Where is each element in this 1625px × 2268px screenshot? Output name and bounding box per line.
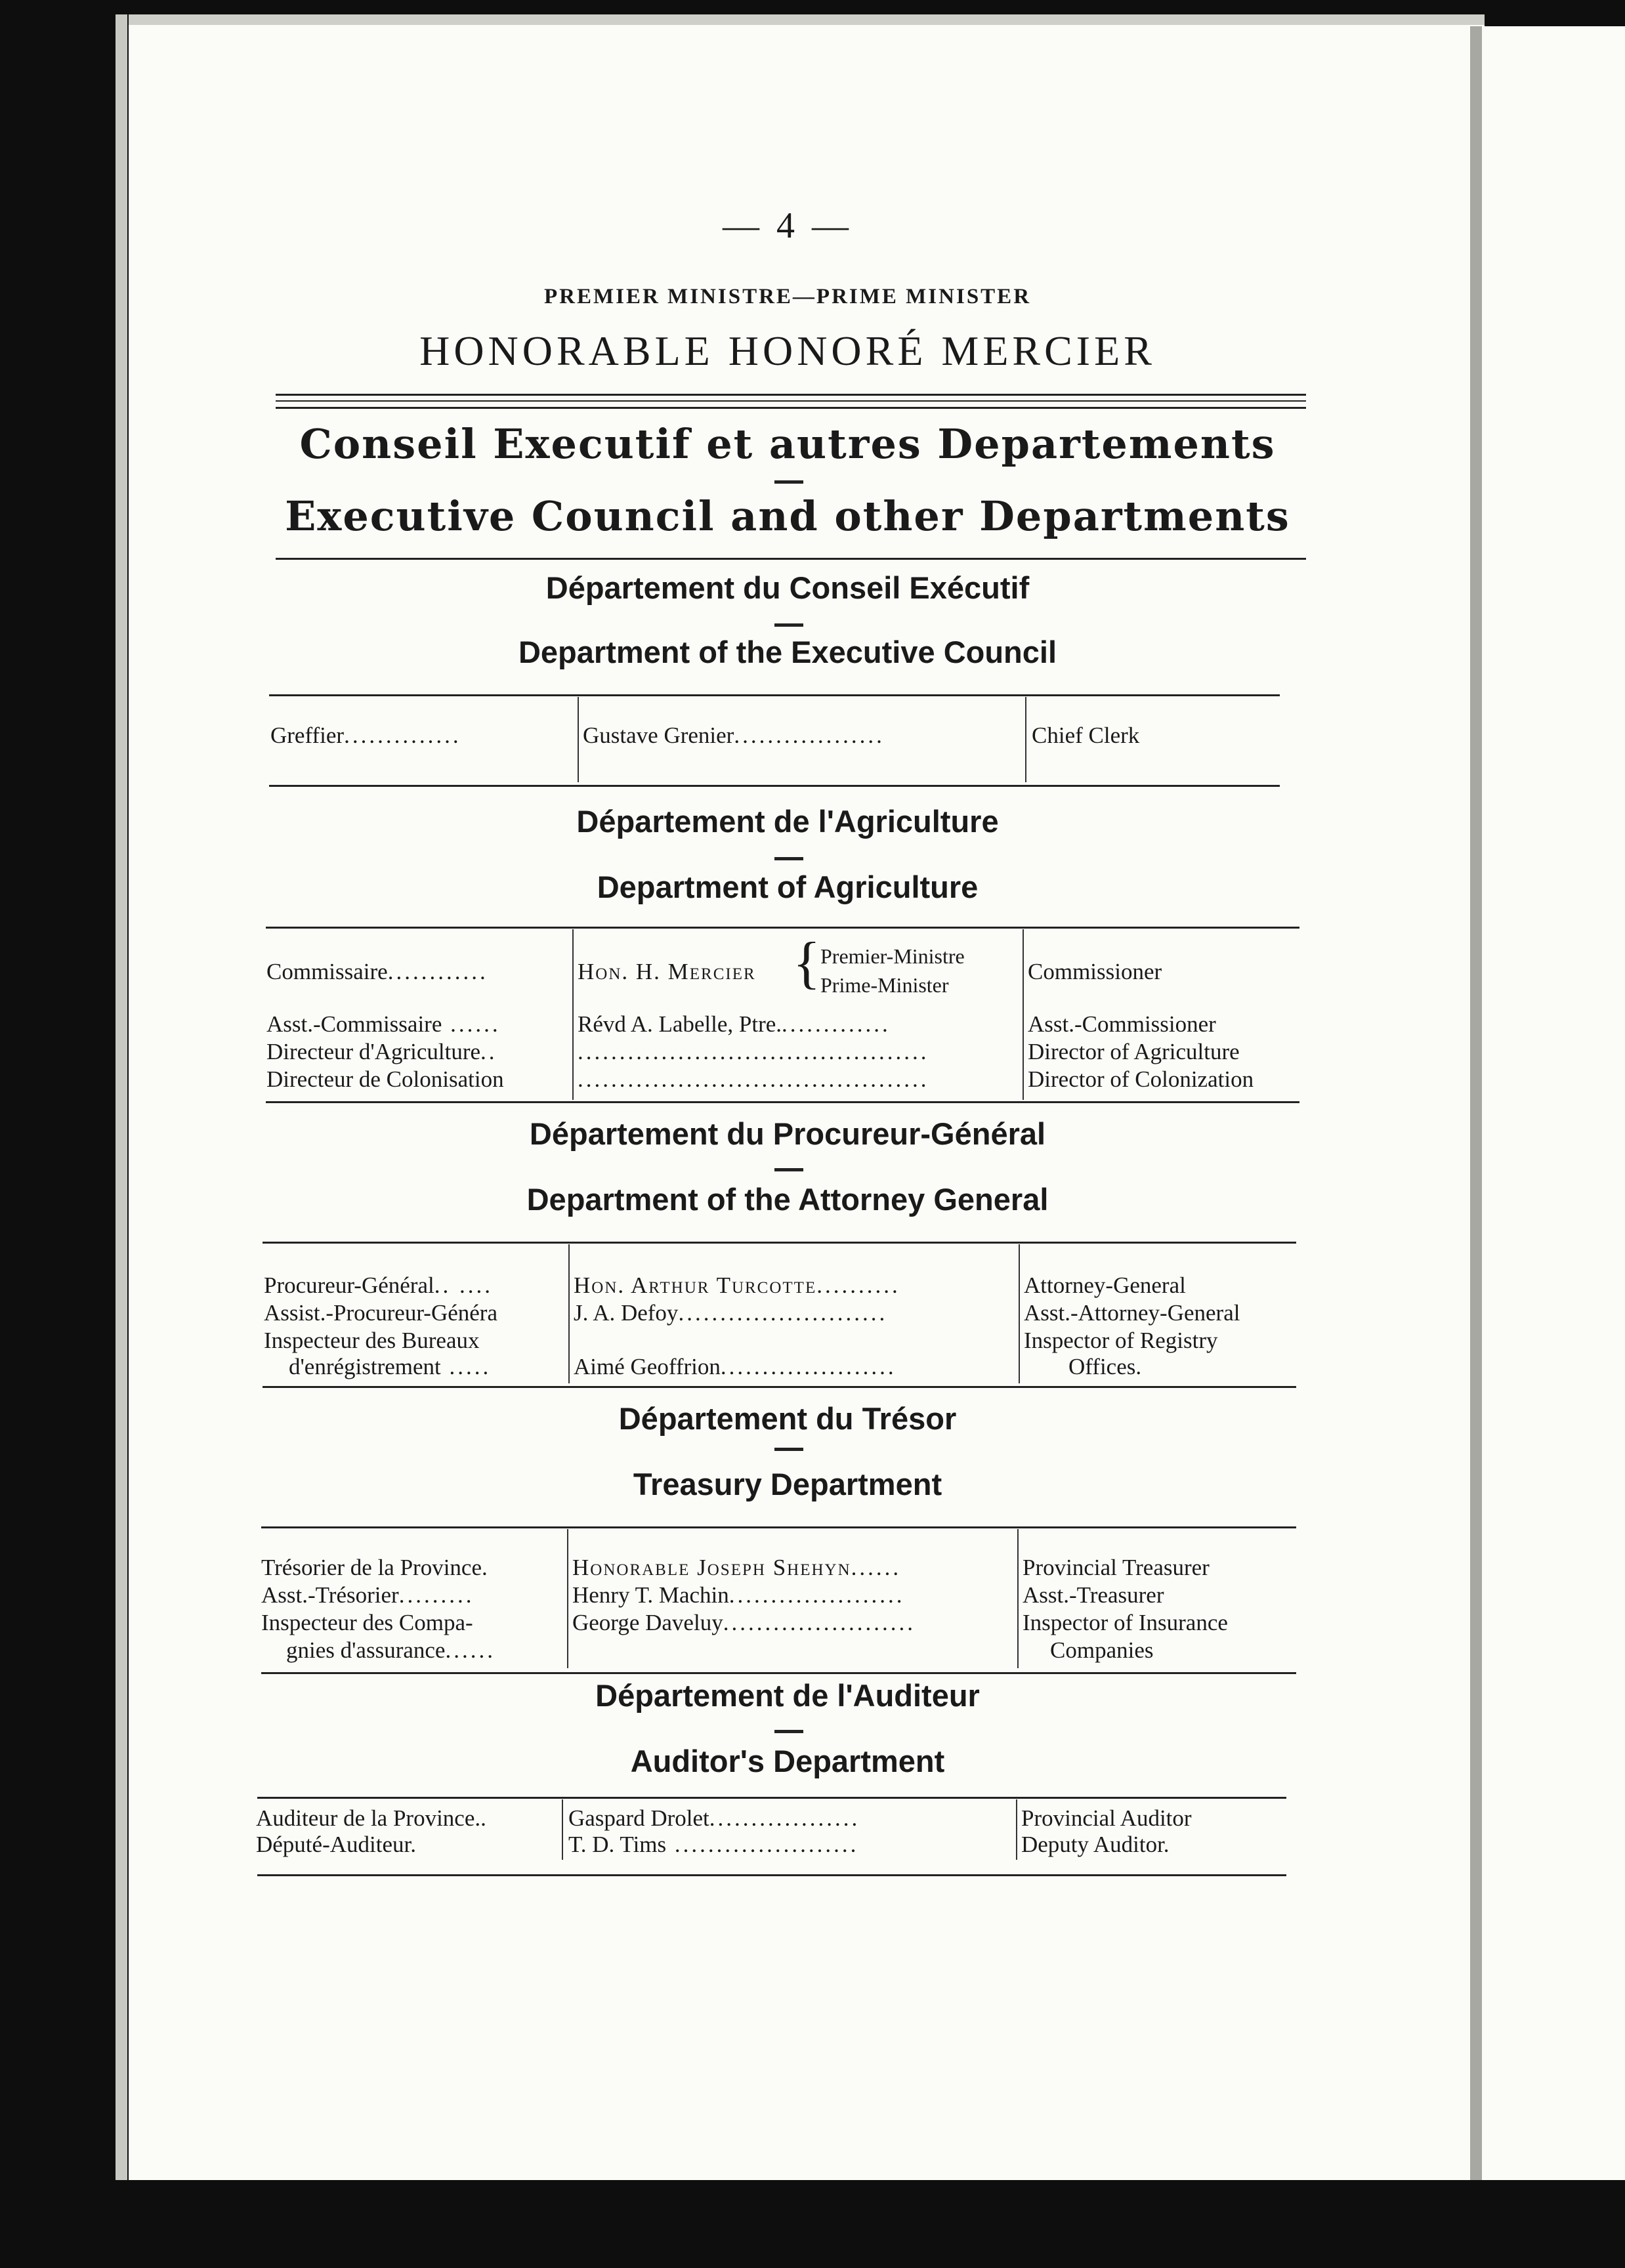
column-divider	[1023, 929, 1024, 1100]
dept-heading-french: Département du Procureur-Général	[529, 1116, 1046, 1151]
role-english: Asst.-Treasurer	[1023, 1582, 1164, 1608]
role-french: Auditeur de la Province..	[256, 1805, 486, 1831]
role-french: Asst.-Commissaire ......	[266, 1011, 501, 1037]
table-rule-top	[263, 1242, 1296, 1244]
role-english: Asst.-Commissioner	[1028, 1011, 1216, 1037]
dept-dash	[774, 857, 803, 860]
table-rule-top	[266, 927, 1299, 929]
dept-heading-french: Département du Trésor	[618, 1401, 957, 1436]
officer-name: Henry T. Machin.....................	[572, 1582, 905, 1608]
header-rule-mid	[276, 400, 1306, 402]
column-divider	[1017, 1529, 1019, 1668]
table-rule-bottom	[261, 1672, 1296, 1674]
header-rule-bottom	[276, 407, 1306, 409]
role-french: Inspecteur des Bureaux	[264, 1328, 480, 1353]
prime-minister-label: PREMIER MINISTRE—PRIME MINISTER	[543, 285, 1032, 308]
officer-name: Hon. Arthur Turcotte..........	[574, 1272, 900, 1298]
role-english: Companies	[1050, 1637, 1154, 1663]
dept-heading-english: Department of the Executive Council	[518, 635, 1057, 669]
table-rule-top	[261, 1526, 1296, 1528]
officer-name: Gaspard Drolet..................	[568, 1805, 860, 1831]
dept-heading-french: Département du Conseil Exécutif	[545, 570, 1030, 605]
title-french: Conseil Executif et autres Departements	[299, 420, 1276, 468]
dept-dash	[774, 1168, 803, 1171]
officer-name: Honorable Joseph Shehyn......	[572, 1555, 902, 1580]
dept-dash	[774, 1730, 803, 1733]
role-french: Directeur de Colonisation	[266, 1066, 504, 1092]
title-english: Executive Council and other Departments	[285, 492, 1290, 540]
column-divider	[1019, 1244, 1020, 1383]
prime-minister-name: HONORABLE HONORÉ MERCIER	[419, 327, 1156, 374]
dept-heading-english: Department of Agriculture	[597, 870, 979, 904]
header-rule-top	[276, 394, 1306, 396]
table-rule-top	[269, 694, 1280, 696]
table-rule-bottom	[269, 785, 1280, 787]
column-divider	[568, 1244, 570, 1383]
role-french: Asst.-Trésorier.........	[261, 1582, 475, 1608]
role-french: Assist.-Procureur-Généra	[264, 1300, 497, 1326]
role-french: d'enrégistrement .....	[289, 1354, 492, 1379]
role-french: Directeur d'Agriculture..	[266, 1039, 497, 1064]
column-divider	[1016, 1799, 1017, 1860]
officer-name: ..........................................	[578, 1039, 929, 1064]
dept-heading-french: Département de l'Auditeur	[595, 1678, 980, 1713]
officer-name: J. A. Defoy.........................	[574, 1300, 888, 1326]
role-english: Asst.-Attorney-General	[1024, 1300, 1240, 1326]
column-divider	[567, 1529, 568, 1668]
dept-heading-french: Département de l'Agriculture	[576, 804, 999, 839]
role-french: gnies d'assurance......	[286, 1637, 496, 1663]
officer-name: George Daveluy.......................	[572, 1610, 916, 1635]
title-dash	[774, 480, 803, 484]
role-english: Director of Agriculture	[1028, 1039, 1240, 1064]
role-french: Trésorier de la Province.	[261, 1555, 488, 1580]
role-french: Procureur-Général.. ....	[264, 1272, 493, 1298]
table-rule-top	[257, 1797, 1286, 1799]
brace-line-french: Premier-Ministre	[820, 944, 965, 968]
brace-line-english: Prime-Minister	[820, 973, 949, 997]
dept-dash	[774, 1448, 803, 1451]
role-french: Inspecteur des Compa-	[261, 1610, 473, 1635]
table-rule-bottom	[257, 1874, 1286, 1876]
officer-name: Hon. H. Mercier	[578, 959, 756, 984]
role-english: Inspector of Registry	[1024, 1328, 1218, 1353]
officer-name: Aimé Geoffrion.....................	[574, 1354, 897, 1379]
column-divider	[572, 929, 574, 1100]
page-number: — 4 —	[723, 205, 853, 246]
dept-heading-english: Department of the Attorney General	[526, 1182, 1049, 1217]
role-english: Offices.	[1068, 1354, 1142, 1379]
role-french: Greffier..............	[270, 723, 461, 748]
brace-icon: {	[793, 931, 821, 995]
role-english: Attorney-General	[1024, 1272, 1186, 1298]
role-english: Provincial Treasurer	[1023, 1555, 1210, 1580]
title-rule	[276, 558, 1306, 560]
column-divider	[562, 1799, 563, 1860]
column-divider	[1025, 697, 1026, 782]
column-divider	[578, 697, 579, 782]
officer-name: Révd A. Labelle, Ptre..............	[578, 1011, 891, 1037]
role-english: Inspector of Insurance	[1023, 1610, 1228, 1635]
role-english: Provincial Auditor	[1021, 1805, 1192, 1831]
officer-name: Gustave Grenier..................	[583, 723, 885, 748]
table-rule-bottom	[266, 1101, 1299, 1103]
role-english: Deputy Auditor.	[1021, 1832, 1170, 1857]
dept-heading-english: Auditor's Department	[630, 1744, 945, 1778]
role-french: Député-Auditeur.	[256, 1832, 416, 1857]
role-english: Commissioner	[1028, 959, 1162, 984]
officer-name: ..........................................	[578, 1066, 929, 1092]
dept-heading-english: Treasury Department	[633, 1467, 942, 1502]
dept-dash	[774, 623, 803, 627]
role-english: Director of Colonization	[1028, 1066, 1254, 1092]
table-rule-bottom	[263, 1386, 1296, 1388]
role-french: Commissaire............	[266, 959, 488, 984]
role-english: Chief Clerk	[1032, 723, 1140, 748]
officer-name: T. D. Tims ......................	[568, 1832, 859, 1857]
